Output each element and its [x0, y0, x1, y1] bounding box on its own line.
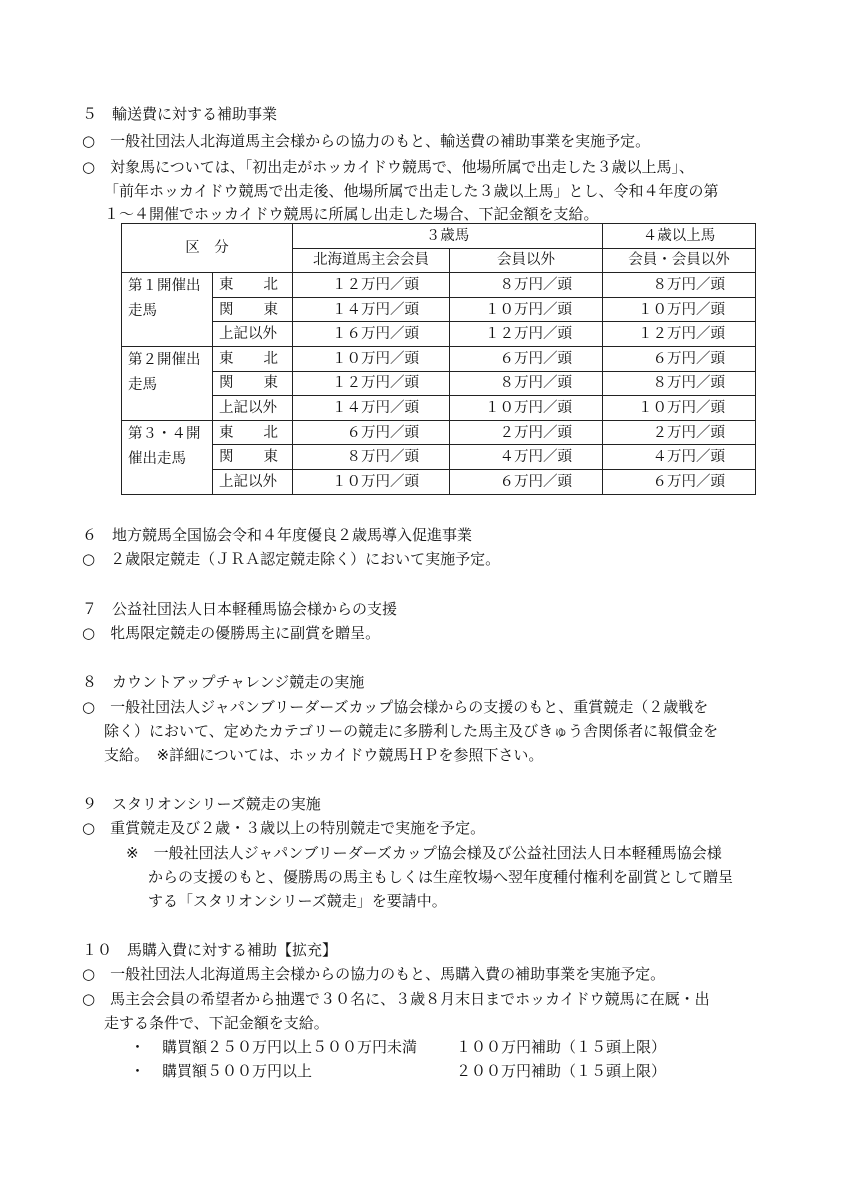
amount-4sai: １２万円／頭: [603, 322, 756, 347]
s10-bullet-2-line-1: ○ 馬主会会員の希望者から抽選で３０名に、３歳８月末日までホッカイドウ競馬に在厩・出: [82, 990, 710, 1008]
group-label: 第３・４開催出走馬: [122, 420, 213, 494]
region-cell: 上記以外: [213, 469, 293, 494]
amount-nonmember: １０万円／頭: [450, 396, 603, 421]
amount-member: １４万円／頭: [293, 297, 450, 322]
bullet-dot: ・: [130, 1038, 146, 1056]
amount-member: １６万円／頭: [293, 322, 450, 347]
purchase-range: 購買額５００万円以上: [162, 1062, 313, 1080]
amount-4sai: ４万円／頭: [603, 445, 756, 470]
amount-nonmember: １２万円／頭: [450, 322, 603, 347]
s5-bullet-2-line-2: 「前年ホッカイドウ競馬で出走後、他場所属で出走した３歳以上馬」とし、令和４年度の第: [104, 182, 719, 200]
header-4sai: ４歳以上馬: [603, 224, 756, 249]
amount-4sai: ８万円／頭: [603, 273, 756, 298]
amount-nonmember: ６万円／頭: [450, 469, 603, 494]
amount-4sai: ８万円／頭: [603, 371, 756, 396]
group-label: 第１開催出走馬: [122, 273, 213, 347]
s8-bullet-1-line-3: 支給。 ※詳細については、ホッカイドウ競馬ＨＰを参照下さい。: [104, 746, 544, 764]
region-cell: 東 北: [213, 346, 293, 371]
s5-bullet-2-line-3: １～４開催でホッカイドウ競馬に所属し出走した場合、下記金額を支給。: [104, 205, 599, 223]
s7-bullet-1: ○ 牝馬限定競走の優勝馬主に副賞を贈呈。: [82, 624, 381, 642]
s9-note-line-1: ※ 一般社団法人ジャパンブリーダーズカップ協会様及び公益社団法人日本軽種馬協会様: [126, 844, 722, 862]
amount-nonmember: ２万円／頭: [450, 420, 603, 445]
s10-heading: １０ 馬購入費に対する補助【拡充】: [82, 941, 338, 959]
amount-member: １４万円／頭: [293, 396, 450, 421]
region-cell: 関 東: [213, 445, 293, 470]
amount-4sai: ６万円／頭: [603, 469, 756, 494]
s9-note-line-3: する「スタリオンシリーズ競走」を要請中。: [148, 892, 447, 910]
group-label: 第２開催出走馬: [122, 346, 213, 420]
s9-note-line-2: からの支援のもと、優勝馬の馬主もしくは生産牧場へ翌年度種付権利を副賞として贈呈: [148, 868, 734, 886]
s10-bullet-1: ○ 一般社団法人北海道馬主会様からの協力のもと、馬購入費の補助事業を実施予定。: [82, 965, 666, 983]
amount-4sai: ２万円／頭: [603, 420, 756, 445]
amount-nonmember: ８万円／頭: [450, 273, 603, 298]
amount-4sai: １０万円／頭: [603, 396, 756, 421]
region-cell: 上記以外: [213, 322, 293, 347]
amount-member: １０万円／頭: [293, 469, 450, 494]
header-3sai: ３歳馬: [293, 224, 603, 249]
s8-bullet-1-line-1: ○ 一般社団法人ジャパンブリーダーズカップ協会様からの支援のもと、重賞競走（２歳戦を: [82, 698, 709, 716]
header-kubun: 区 分: [122, 224, 293, 273]
amount-4sai: ６万円／頭: [603, 346, 756, 371]
amount-4sai: １０万円／頭: [603, 297, 756, 322]
region-cell: 東 北: [213, 420, 293, 445]
s5-bullet-2-line-1: ○ 対象馬については、「初出走がホッカイドウ競馬で、他場所属で出走した３歳以上馬」、: [82, 158, 695, 176]
region-cell: 関 東: [213, 297, 293, 322]
s5-heading: ５ 輸送費に対する補助事業: [82, 105, 278, 123]
s9-heading: ９ スタリオンシリーズ競走の実施: [82, 795, 321, 813]
amount-nonmember: ８万円／頭: [450, 371, 603, 396]
s9-bullet-1: ○ 重賞競走及び２歳・３歳以上の特別競走で実施を予定。: [82, 819, 486, 837]
subsidy-amount: １００万円補助（１５頭上限）: [456, 1038, 667, 1056]
subsidy-amount: ２００万円補助（１５頭上限）: [456, 1062, 667, 1080]
amount-member: １０万円／頭: [293, 346, 450, 371]
s8-bullet-1-line-2: 除く）において、定めたカテゴリーの競走に多勝利した馬主及びきゅう舎関係者に報償金を: [104, 722, 719, 740]
region-cell: 関 東: [213, 371, 293, 396]
amount-nonmember: ６万円／頭: [450, 346, 603, 371]
amount-member: １２万円／頭: [293, 273, 450, 298]
s8-heading: ８ カウントアップチャレンジ競走の実施: [82, 673, 365, 691]
s7-heading: ７ 公益社団法人日本軽種馬協会様からの支援: [82, 600, 398, 618]
s6-bullet-1: ○ ２歳限定競走（ＪＲＡ認定競走除く）において実施予定。: [82, 550, 501, 568]
amount-nonmember: １０万円／頭: [450, 297, 603, 322]
bullet-dot: ・: [130, 1062, 146, 1080]
header-all: 会員・会員以外: [603, 248, 756, 273]
s6-heading: ６ 地方競馬全国協会令和４年度優良２歳馬導入促進事業: [82, 526, 473, 544]
s10-bullet-2-line-2: 走する条件で、下記金額を支給。: [104, 1014, 329, 1032]
amount-member: １２万円／頭: [293, 371, 450, 396]
header-member: 北海道馬主会会員: [293, 248, 450, 273]
s5-bullet-1: ○ 一般社団法人北海道馬主会様からの協力のもと、輸送費の補助事業を実施予定。: [82, 132, 651, 150]
header-nonmember: 会員以外: [450, 248, 603, 273]
subsidy-table: [121, 223, 756, 495]
amount-nonmember: ４万円／頭: [450, 445, 603, 470]
region-cell: 上記以外: [213, 396, 293, 421]
region-cell: 東 北: [213, 273, 293, 298]
amount-member: ６万円／頭: [293, 420, 450, 445]
purchase-range: 購買額２５０万円以上５００万円未満: [162, 1038, 418, 1056]
amount-member: ８万円／頭: [293, 445, 450, 470]
